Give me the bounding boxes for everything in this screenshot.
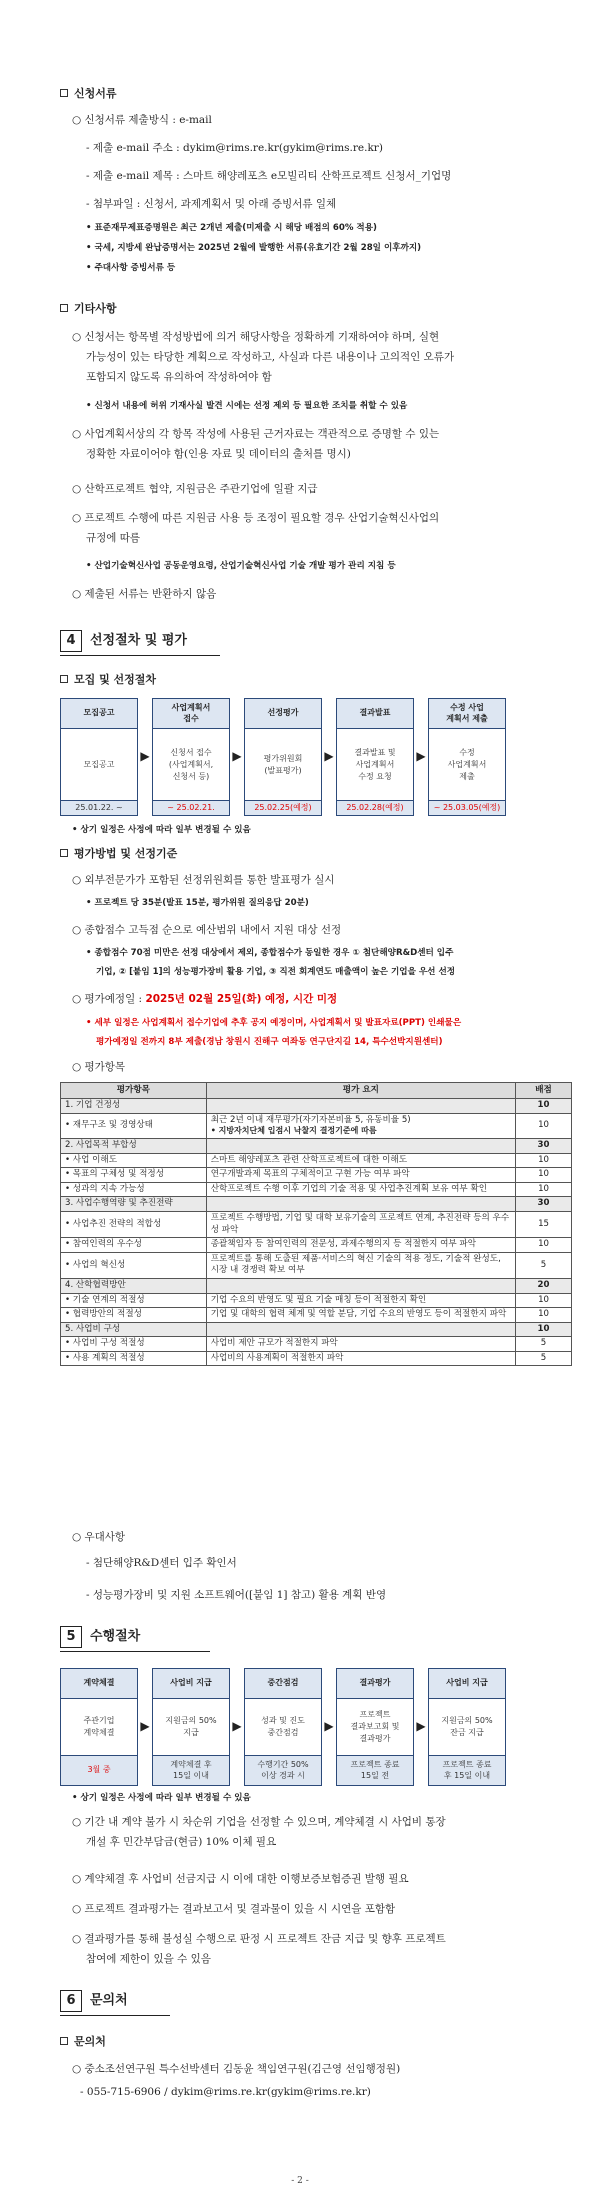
eval-score: 20: [516, 1278, 572, 1293]
eval-date-value: 2025년 02월 25일(화) 예정, 시간 미정: [145, 993, 338, 1005]
eval-desc: 기업 수요의 반영도 및 필요 기술 매칭 등이 적절한지 확인: [206, 1293, 515, 1308]
eval-score: 10: [516, 1113, 572, 1138]
arrow-right-icon: ▶: [232, 1719, 242, 1734]
procedure-step-date: 수행기간 50% 이상 경과 시: [245, 1755, 321, 1785]
procedure-step-body: 성과 및 진도 중간점검: [261, 1716, 305, 1737]
recruit-step-date: 25.02.28(예정): [337, 800, 413, 815]
eval-item: • 참여인력의 우수성: [61, 1238, 207, 1253]
arrow-right-icon: ▶: [232, 749, 242, 764]
recruit-step-body: 신청서 접수 (사업계획서, 신청서 등): [168, 747, 214, 781]
section-4-title: 선정절차 및 평가: [90, 633, 187, 648]
eval-item: 2. 사업목적 부합성: [61, 1138, 207, 1153]
table-row: [61, 1099, 572, 1114]
eval-desc: [206, 1322, 515, 1337]
eval-desc: 최근 2년 이내 재무평가(자기자본비율 5, 유동비율 5) • 지방자치단체 입점시 낙찰지 결정기준에 따름: [206, 1113, 515, 1138]
eval-desc: 사업비의 사용계획이 적절한지 파악: [206, 1351, 515, 1366]
eval-score: 5: [516, 1252, 572, 1278]
eval-item: • 사업비 구성 적절성: [61, 1337, 207, 1352]
table-row: [61, 1113, 572, 1138]
recruit-note: • 상기 일정은 사정에 따라 일부 변경될 수 있음: [72, 825, 251, 835]
procedure-p1: ○ 기간 내 계약 불가 시 차순위 기업을 선정할 수 있으며, 계약체결 시 사업비 통장 개설 후 민간부담금(현금) 10% 이체 필요: [72, 1816, 446, 1849]
eval-p2-note-b: 기업, ② [붙임 1]의 성능평가장비 활용 기업, ③ 직전 회계연도 매출액이 높은 기업을 우선 선정: [96, 967, 456, 977]
eval-item: 1. 기업 건정성: [61, 1099, 207, 1114]
eval-item: • 목표의 구체성 및 적정성: [61, 1168, 207, 1183]
recruit-step-head: 사업계획서 접수: [153, 699, 229, 729]
eval-score: 10: [516, 1153, 572, 1168]
eval-desc: 기업 및 대학의 협력 체계 및 역할 분담, 기업 수요의 반영도 등이 적절한지 파악: [206, 1308, 515, 1323]
eval-score: 10: [516, 1293, 572, 1308]
table-row: [61, 1293, 572, 1308]
eval-score: 5: [516, 1337, 572, 1352]
eval-items-label: ○ 평가항목: [72, 1061, 126, 1073]
eval-desc: 산학프로젝트 수행 이후 기업의 기술 적용 및 사업추진계획 보유 여부 확인: [206, 1182, 515, 1197]
procedure-note: • 상기 일정은 사정에 따라 일부 변경될 수 있음: [72, 1793, 251, 1803]
contact-heading: 문의처: [60, 2034, 106, 2050]
eval-item: • 재무구조 및 경영상태: [61, 1113, 207, 1138]
arrow-right-icon: ▶: [140, 749, 150, 764]
procedure-step-body: 지원금의 50% 지급: [165, 1716, 217, 1737]
table-row: [61, 1351, 572, 1366]
eval-desc: 프로젝트를 통해 도출된 제품·서비스의 혁신 기술의 적용 정도, 기술적 완성도, 시장 내 경쟁력 확보 여부: [206, 1252, 515, 1278]
eval-date: ○ 평가예정일 : 2025년 02월 25일(화) 예정, 시간 미정: [72, 993, 338, 1005]
contact-org: ○ 중소조선연구원 특수선박센터 김동윤 책임연구원(김근영 선임행정원): [72, 2063, 401, 2075]
eval-score: 10: [516, 1322, 572, 1337]
section-5-title: 수행절차: [90, 1629, 141, 1644]
eval-desc: [206, 1138, 515, 1153]
table-row: [61, 1211, 572, 1237]
procedure-step: [428, 1668, 506, 1786]
section-5-header: 5 수행절차: [60, 1626, 210, 1652]
recruit-step-date: ~ 25.03.05(예정): [429, 800, 505, 815]
eval-desc: 스마트 해양레포츠 관련 산학프로젝트에 대한 이해도: [206, 1153, 515, 1168]
table-row: [61, 1197, 572, 1212]
eval-date-note-a: • 세부 일정은 사업계획서 접수기업에 추후 공지 예정이며, 사업계획서 및 발표자료(PPT) 인쇄물은: [86, 1018, 462, 1028]
recruit-step-head: 결과발표: [337, 699, 413, 729]
eval-score: 10: [516, 1308, 572, 1323]
procedure-p2: ○ 계약체결 후 사업비 선금지급 시 이에 대한 이행보증보험증권 발행 필요: [72, 1873, 409, 1885]
eval-score: 10: [516, 1099, 572, 1114]
procedure-step-head: 계약체결: [61, 1669, 137, 1699]
arrow-right-icon: ▶: [416, 1719, 426, 1734]
table-row: [61, 1238, 572, 1253]
eval-item: • 사용 계획의 적절성: [61, 1351, 207, 1366]
evaluation-table: [60, 1082, 572, 1366]
recruit-step-body: 수정 사업계획서 제출: [447, 747, 487, 781]
table-header-item: 평가항목: [61, 1083, 207, 1099]
recruit-step-date: ~ 25.02.21.: [153, 800, 229, 815]
arrow-right-icon: ▶: [324, 1719, 334, 1734]
eval-item: 5. 사업비 구성: [61, 1322, 207, 1337]
table-row: [61, 1308, 572, 1323]
eval-item: • 협력방안의 적절성: [61, 1308, 207, 1323]
other-p4-note: • 산업기술혁신사업 공동운영요령, 산업기술혁신사업 기술 개발 평가 관리 지침 등: [86, 561, 396, 571]
priority-b: - 성능평가장비 및 지원 소프트웨어([붙임 1] 참고) 활용 계획 반영: [86, 1589, 387, 1601]
recruit-step-body: 평가위원회 (발표평가): [263, 753, 303, 775]
section-4-header: 4 선정절차 및 평가: [60, 630, 220, 656]
eval-desc: 종괄책임자 등 참여인력의 전문성, 과제수행의지 등 적절한지 여부 파악: [206, 1238, 515, 1253]
procedure-step-head: 사업비 지급: [153, 1669, 229, 1699]
procedure-step-head: 중간점검: [245, 1669, 321, 1699]
table-header-desc: 평가 요지: [206, 1083, 515, 1099]
procedure-step-body: 주관기업 계약체결: [83, 1716, 115, 1737]
procedure-step-date: 프로젝트 종료 15일 전: [337, 1755, 413, 1785]
other-p1: ○ 신청서는 항목별 작성방법에 의거 해당사항을 정확하게 기재하여야 하며, 실현 가능성이 있는 타당한 계획으로 작성하고, 사실과 다른 내용이나 고의적인 오류가 포함되지 않도록 유의하여 작성하여야 함: [72, 331, 455, 384]
priority-a: - 첨단해양R&D센터 입주 확인서: [86, 1557, 237, 1569]
eval-score: 30: [516, 1197, 572, 1212]
priority-heading: ○ 우대사항: [72, 1531, 126, 1543]
recruit-step: [336, 698, 414, 816]
eval-score: 10: [516, 1238, 572, 1253]
eval-item: • 기술 연계의 적절성: [61, 1293, 207, 1308]
eval-desc: [206, 1197, 515, 1212]
section-6-header: 6 문의처: [60, 1990, 170, 2016]
recruit-step-body: 결과발표 및 사업계획서 수정 요청: [354, 747, 396, 781]
recruit-step-head: 선정평가: [245, 699, 321, 729]
recruit-step: [152, 698, 230, 816]
recruit-step-head: 모집공고: [61, 699, 137, 729]
docs-attachments: - 첨부파일 : 신청서, 과제계획서 및 아래 증빙서류 일체: [86, 198, 337, 210]
procedure-p4: ○ 결과평가를 통해 불성실 수행으로 판정 시 프로젝트 잔금 지급 및 향후 프로젝트 참여에 제한이 있을 수 있음: [72, 1933, 446, 1966]
table-row: [61, 1322, 572, 1337]
other-p3: ○ 산학프로젝트 협약, 지원금은 주관기업에 일괄 지급: [72, 483, 318, 495]
table-header-score: 배점: [516, 1083, 572, 1099]
eval-item: 3. 사업수행역량 및 추진전략: [61, 1197, 207, 1212]
table-row: [61, 1138, 572, 1153]
docs-email-addr: - 제출 e-mail 주소 : dykim@rims.re.kr(gykim@rims.re.kr): [86, 142, 383, 154]
eval-p2: ○ 종합점수 고득점 순으로 예산범위 내에서 지원 대상 선정: [72, 924, 342, 936]
procedure-step-body: 프로젝트 결과보고회 및 결과평가: [350, 1710, 400, 1743]
eval-item: • 사업 이해도: [61, 1153, 207, 1168]
docs-method: ○ 신청서류 제출방식 : e-mail: [72, 114, 212, 126]
other-p1-note: • 신청서 내용에 허위 기재사실 발견 시에는 선정 제외 등 필요한 조치를 취할 수 있음: [86, 401, 408, 411]
recruit-step: [60, 698, 138, 816]
procedure-step-head: 결과평가: [337, 1669, 413, 1699]
recruit-flow: [60, 698, 506, 816]
table-row: [61, 1153, 572, 1168]
eval-p1-note: • 프로젝트 당 35분(발표 15분, 평가위원 질의응답 20분): [86, 898, 309, 908]
docs-note-1: • 표준재무제표증명원은 최근 2개년 제출(미제출 시 해당 배점의 60% 적용): [86, 223, 377, 233]
page-number: - 2 -: [291, 2176, 309, 2186]
recruit-step: [244, 698, 322, 816]
eval-item: • 사업추진 전략의 적합성: [61, 1211, 207, 1237]
docs-email-subject: - 제출 e-mail 제목 : 스마트 해양레포츠 e모빌리티 산학프로젝트 신청서_기업명: [86, 170, 452, 182]
eval-score: 10: [516, 1168, 572, 1183]
table-row: [61, 1182, 572, 1197]
eval-desc: 사업비 제안 규모가 적절한지 파악: [206, 1337, 515, 1352]
procedure-p3: ○ 프로젝트 결과평가는 결과보고서 및 결과물이 있을 시 시연을 포함함: [72, 1903, 396, 1915]
application-docs-heading: 신청서류: [60, 86, 117, 102]
eval-desc: 연구개발과제 목표의 구체적이고 구현 가능 여부 파악: [206, 1168, 515, 1183]
eval-score: 15: [516, 1211, 572, 1237]
procedure-step: [336, 1668, 414, 1786]
eval-item: • 성과의 지속 가능성: [61, 1182, 207, 1197]
procedure-step: [60, 1668, 138, 1786]
table-row: [61, 1252, 572, 1278]
arrow-right-icon: ▶: [324, 749, 334, 764]
section-6-title: 문의처: [90, 1993, 128, 2008]
table-row: [61, 1337, 572, 1352]
procedure-flow: [60, 1668, 506, 1786]
eval-desc: 프로젝트 수행방법, 기업 및 대학 보유기술의 프로젝트 연계, 추진전략 등의 우수성 파악: [206, 1211, 515, 1237]
recruit-step: [428, 698, 506, 816]
procedure-step-body: 지원금의 50% 잔금 지급: [441, 1716, 493, 1737]
other-p4: ○ 프로젝트 수행에 따른 지원금 사용 등 조정이 필요할 경우 산업기술혁신사업의 규정에 따름: [72, 512, 440, 545]
docs-note-2: • 국세, 지방세 완납증명서는 2025년 2월에 발행한 서류(유효기간 2월 28일 이후까지): [86, 243, 422, 253]
contact-tel: - 055-715-6906 / dykim@rims.re.kr(gykim@rims.re.kr): [80, 2086, 371, 2098]
eval-item: 4. 산학협력방안: [61, 1278, 207, 1293]
docs-note-3: • 주대사항 증빙서류 등: [86, 263, 176, 273]
procedure-step-date: 3월 중: [61, 1755, 137, 1785]
recruit-heading: 모집 및 선정절차: [60, 672, 156, 688]
other-p2: ○ 사업계획서상의 각 항목 작성에 사용된 근거자료는 객관적으로 증명할 수 있는 정확한 자료이어야 함(인용 자료 및 데이터의 출처를 명시): [72, 428, 440, 461]
arrow-right-icon: ▶: [140, 1719, 150, 1734]
recruit-step-date: 25.01.22. ~: [61, 800, 137, 815]
eval-desc: [206, 1099, 515, 1114]
eval-score: 10: [516, 1182, 572, 1197]
recruit-step-head: 수정 사업 계획서 제출: [429, 699, 505, 729]
evaluation-heading: 평가방법 및 선정기준: [60, 846, 177, 862]
table-row: [61, 1278, 572, 1293]
eval-date-note-b: 평가예정일 전까지 8부 제출(경남 창원시 진해구 여좌동 연구단지길 14, 특수선박지원센터): [96, 1037, 443, 1047]
recruit-step-date: 25.02.25(예정): [245, 800, 321, 815]
arrow-right-icon: ▶: [416, 749, 426, 764]
procedure-step: [152, 1668, 230, 1786]
other-heading: 기타사항: [60, 301, 117, 317]
eval-p2-note-a: • 종합점수 70점 미만은 선정 대상에서 제외, 종합점수가 동일한 경우 ① 첨단해양R&D센터 입주: [86, 948, 454, 958]
eval-item: • 사업의 혁신성: [61, 1252, 207, 1278]
procedure-step-head: 사업비 지급: [429, 1669, 505, 1699]
eval-p1: ○ 외부전문가가 포함된 선정위원회를 통한 발표평가 실시: [72, 874, 335, 886]
procedure-step-date: 프로젝트 종료 후 15일 이내: [429, 1755, 505, 1785]
eval-score: 30: [516, 1138, 572, 1153]
procedure-step: [244, 1668, 322, 1786]
eval-desc: [206, 1278, 515, 1293]
recruit-step-body: 모집공고: [83, 759, 115, 769]
procedure-step-date: 계약체결 후 15일 이내: [153, 1755, 229, 1785]
eval-score: 5: [516, 1351, 572, 1366]
other-p5: ○ 제출된 서류는 반환하지 않음: [72, 588, 217, 600]
table-row: [61, 1168, 572, 1183]
